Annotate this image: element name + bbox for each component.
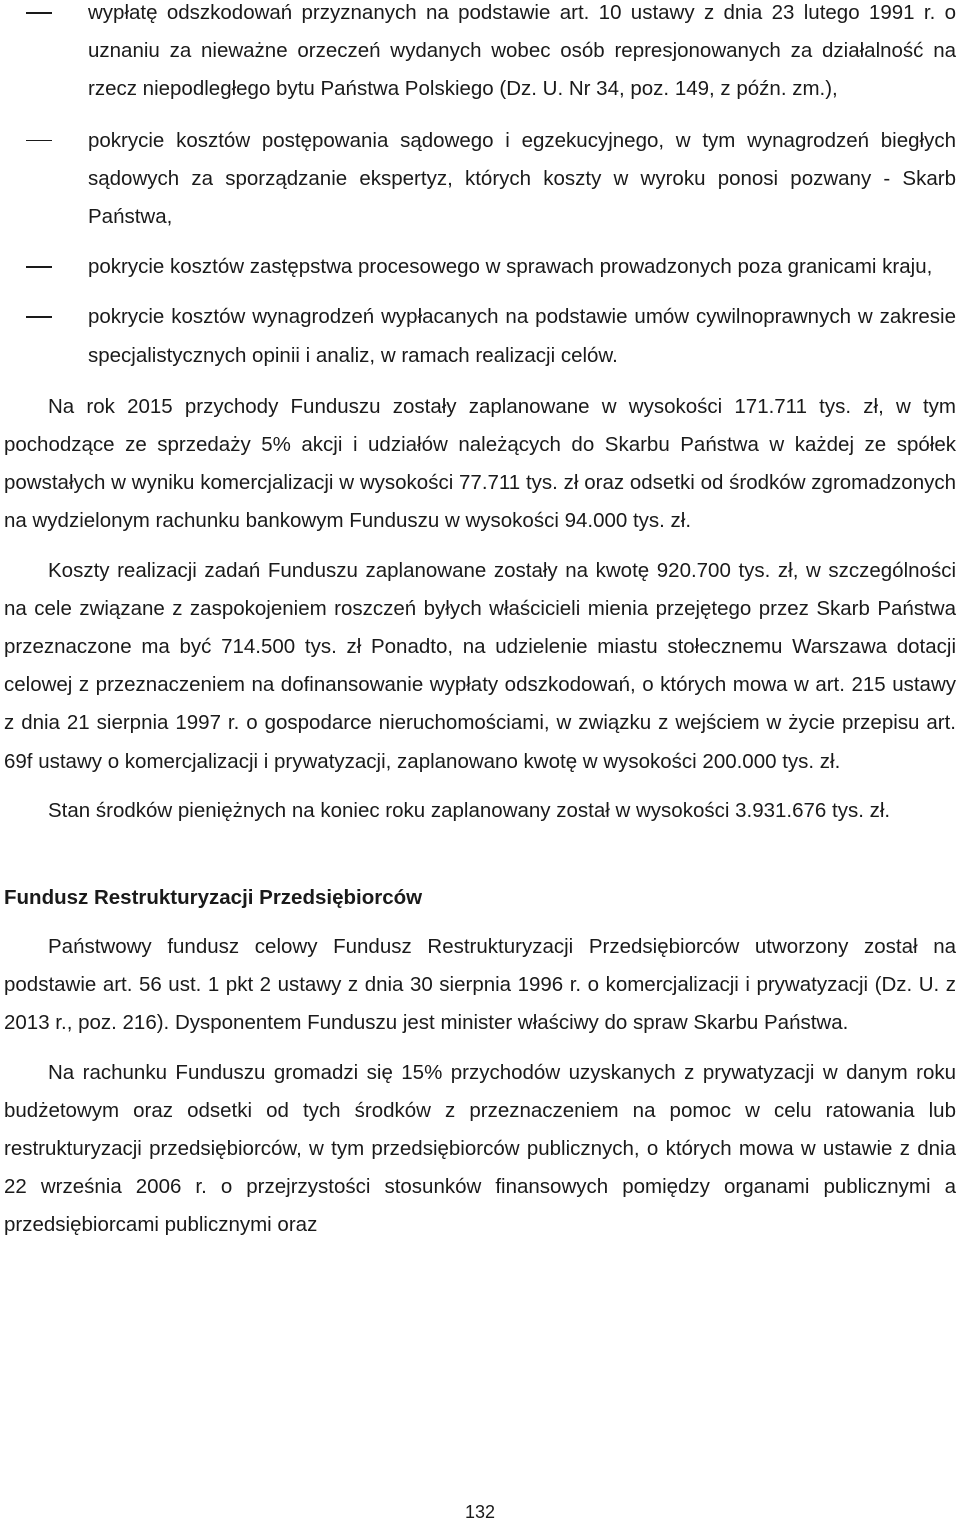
dash-bullet-icon xyxy=(26,316,52,318)
list-item-text: pokrycie kosztów wynagrodzeń wypłacanych na podstawie umów cywilnoprawnych w zakresie specjalistycznych opinii i analiz, w ramach realizacji celów. xyxy=(88,305,956,367)
page-number: 132 xyxy=(464,1502,496,1522)
list-item-text: wypłatę odszkodowań przyznanych na podstawie art. 10 ustawy z dnia 23 lutego 1991 r. o uznaniu za nieważne orzeczeń wydanych wobec osób represjonowanych za działalność na rzecz niepodległego bytu Państwa Polskiego (Dz. U. Nr 34, poz. 149, z późn. zm.), xyxy=(88,1,956,101)
list-item-text: pokrycie kosztów postępowania sądowego i egzekucyjnego, w tym wynagrodzeń biegłych sądowych za sporządzanie ekspertyz, których koszty w wyroku ponosi pozwany - Skarb Państwa, xyxy=(88,128,956,229)
list-item xyxy=(4,122,956,237)
dash-bullet-icon xyxy=(26,12,52,14)
dash-bullet-icon xyxy=(26,266,52,268)
paragraph-costs: Koszty realizacji zadań Funduszu zaplanowane zostały na kwotę 920.700 tys. zł, w szczególności na cele związane z zaspokojeniem roszczeń byłych właścicieli mienia przejętego przez Skarb Państwa przeznaczone ma być 714.500 tys. zł Ponadto, na udzielenie miastu stołecznemu Warszawa dotacji celowej z przeznaczeniem na dofinansowanie wypłaty odszkodowań, o których mowa w art. 215 ustawy z dnia 21 sierpnia 1997 r. o gospodarce nieruchomościami, w związku z wejściem w życie przepisu art. 69f ustawy o komercjalizacji i prywatyzacji, zaplanowano kwotę w wysokości 200.000 tys. zł. xyxy=(4,558,956,773)
dash-bullet-icon xyxy=(26,140,52,142)
list-item xyxy=(4,298,956,374)
list-item-text: pokrycie kosztów zastępstwa procesowego w sprawach prowadzonych poza granicami kraju, xyxy=(88,255,933,279)
section-heading: Fundusz Restrukturyzacji Przedsiębiorców xyxy=(4,886,423,910)
paragraph-cash-balance: Stan środków pieniężnych na koniec roku zaplanowany został w wysokości 3.931.676 tys. zł. xyxy=(48,798,891,822)
document-page xyxy=(4,0,956,1245)
paragraph-revenue: Na rok 2015 przychody Funduszu zostały zaplanowane w wysokości 171.711 tys. zł, w tym pochodzące ze sprzedaży 5% akcji i udziałów należących do Skarbu Państwa w każdej ze spółek powstałych w wyniku komercjalizacji w wysokości 77.711 tys. zł oraz odsetki od środków zgromadzonych na wydzielonym rachunku bankowym Funduszu w wysokości 94.000 tys. zł. xyxy=(4,394,956,533)
paragraph-fund-account: Na rachunku Funduszu gromadzi się 15% przychodów uzyskanych z prywatyzacji w danym roku budżetowym oraz odsetki od tych środków z przeznaczeniem na pomoc w celu ratowania lub restrukturyzacji przedsiębiorców, w tym przedsiębiorców publicznych, o których mowa w ustawie z dnia 22 września 2006 r. o przejrzystości stosunków finansowych pomiędzy organami publicznymi a przedsiębiorcami publicznymi oraz xyxy=(4,1060,956,1237)
list-item xyxy=(4,248,956,286)
paragraph-fund-basis: Państwowy fundusz celowy Fundusz Restrukturyzacji Przedsiębiorców utworzony został na podstawie art. 56 ust. 1 pkt 2 ustawy z dnia 30 sierpnia 1996 r. o komercjalizacji i prywatyzacji (Dz. U. z 2013 r., poz. 216). Dysponentem Funduszu jest minister właściwy do spraw Skarbu Państwa. xyxy=(4,935,956,1035)
bullet-list xyxy=(4,0,956,375)
list-item xyxy=(4,0,956,109)
